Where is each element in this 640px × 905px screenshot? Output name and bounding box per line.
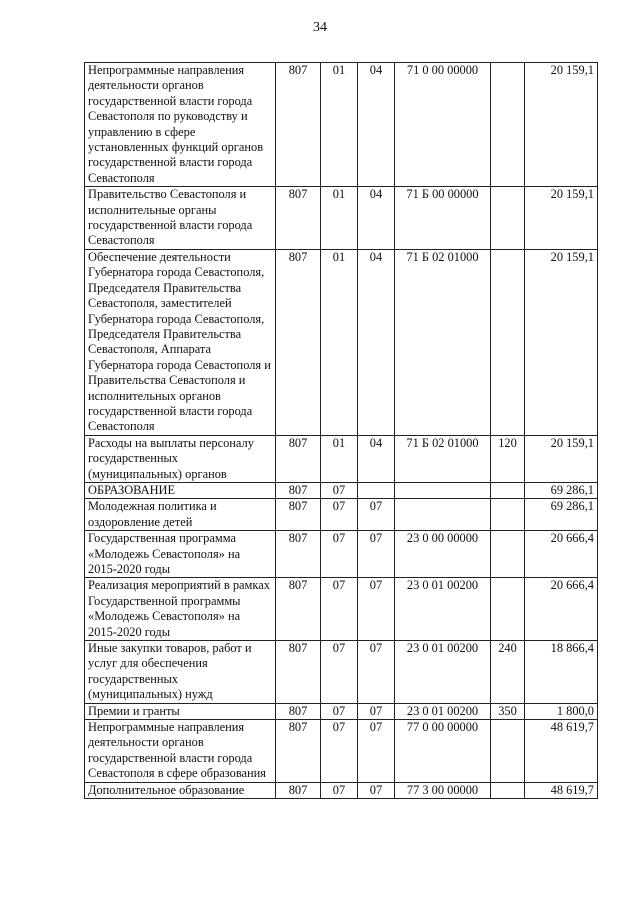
row-name: Правительство Севастополя и исполнительные органы государственной власти города Севастополя: [85, 187, 276, 250]
target-article-code: 71 0 00 00000: [395, 63, 491, 187]
expense-type-code: [491, 782, 525, 798]
target-article-code: 23 0 01 00200: [395, 703, 491, 719]
row-name: Расходы на выплаты персоналу государственных (муниципальных) органов: [85, 435, 276, 482]
row-name: Дополнительное образование: [85, 782, 276, 798]
table-row: [85, 63, 598, 187]
row-name: Обеспечение деятельности Губернатора города Севастополя, Председателя Правительства Севастополя, заместителей Губернатора города Севастополя, Председателя Правительства Севастополя, Аппарата Губернатора города Севастополя и Правительства Севастополя и исполнительных органов государственной власти города Севастополя: [85, 249, 276, 435]
target-article-code: 71 Б 02 01000: [395, 435, 491, 482]
target-article-code: [395, 499, 491, 531]
section-code: 01: [321, 63, 358, 187]
table-row: [85, 249, 598, 435]
expense-type-code: 240: [491, 641, 525, 704]
section-code: 07: [321, 703, 358, 719]
expense-type-code: [491, 187, 525, 250]
ministry-code: 807: [276, 720, 321, 783]
target-article-code: 23 0 01 00200: [395, 578, 491, 641]
section-code: 01: [321, 249, 358, 435]
ministry-code: 807: [276, 435, 321, 482]
ministry-code: 807: [276, 578, 321, 641]
expense-type-code: 120: [491, 435, 525, 482]
ministry-code: 807: [276, 782, 321, 798]
table-row: [85, 531, 598, 578]
amount: 20 159,1: [525, 435, 598, 482]
subsection-code: 04: [358, 249, 395, 435]
row-name: Реализация мероприятий в рамках Государственной программы «Молодежь Севастополя» на 2015-2020 годы: [85, 578, 276, 641]
subsection-code: 04: [358, 63, 395, 187]
row-name: Государственная программа «Молодежь Севастополя» на 2015-2020 годы: [85, 531, 276, 578]
ministry-code: 807: [276, 531, 321, 578]
expense-type-code: [491, 578, 525, 641]
expense-type-code: [491, 720, 525, 783]
section-code: 07: [321, 578, 358, 641]
amount: 20 666,4: [525, 531, 598, 578]
expense-type-code: [491, 249, 525, 435]
target-article-code: [395, 482, 491, 498]
ministry-code: 807: [276, 249, 321, 435]
amount: 1 800,0: [525, 703, 598, 719]
expense-type-code: [491, 499, 525, 531]
target-article-code: 71 Б 02 01000: [395, 249, 491, 435]
amount: 48 619,7: [525, 782, 598, 798]
row-name: Молодежная политика и оздоровление детей: [85, 499, 276, 531]
subsection-code: 04: [358, 187, 395, 250]
row-name: Непрограммные направления деятельности органов государственной власти города Севастополя в сфере образования: [85, 720, 276, 783]
table-row: [85, 641, 598, 704]
section-code: 07: [321, 720, 358, 783]
row-name: Иные закупки товаров, работ и услуг для обеспечения государственных (муниципальных) нужд: [85, 641, 276, 704]
section-code: 07: [321, 499, 358, 531]
section-code: 07: [321, 782, 358, 798]
table-row: [85, 499, 598, 531]
section-code: 07: [321, 531, 358, 578]
subsection-code: 07: [358, 703, 395, 719]
page-number: 34: [313, 20, 327, 35]
amount: 20 666,4: [525, 578, 598, 641]
ministry-code: 807: [276, 63, 321, 187]
target-article-code: 23 0 01 00200: [395, 641, 491, 704]
subsection-code: 04: [358, 435, 395, 482]
row-name: Непрограммные направления деятельности органов государственной власти города Севастополя по руководству и управлению в сфере установленных функций органов государственной власти города Севастополя: [85, 63, 276, 187]
subsection-code: 07: [358, 641, 395, 704]
ministry-code: 807: [276, 187, 321, 250]
ministry-code: 807: [276, 499, 321, 531]
section-code: 01: [321, 435, 358, 482]
subsection-code: 07: [358, 499, 395, 531]
budget-table: [84, 62, 598, 799]
target-article-code: 23 0 00 00000: [395, 531, 491, 578]
amount: 69 286,1: [525, 482, 598, 498]
subsection-code: [358, 482, 395, 498]
ministry-code: 807: [276, 703, 321, 719]
subsection-code: 07: [358, 782, 395, 798]
table-row: [85, 578, 598, 641]
table-row: [85, 435, 598, 482]
section-code: 07: [321, 482, 358, 498]
table-row: [85, 782, 598, 798]
table-row: [85, 720, 598, 783]
row-name: Премии и гранты: [85, 703, 276, 719]
table-row: [85, 482, 598, 498]
expense-type-code: [491, 63, 525, 187]
expense-type-code: [491, 482, 525, 498]
amount: 20 159,1: [525, 249, 598, 435]
amount: 20 159,1: [525, 63, 598, 187]
subsection-code: 07: [358, 531, 395, 578]
expense-type-code: 350: [491, 703, 525, 719]
target-article-code: 77 0 00 00000: [395, 720, 491, 783]
amount: 20 159,1: [525, 187, 598, 250]
target-article-code: 77 3 00 00000: [395, 782, 491, 798]
subsection-code: 07: [358, 720, 395, 783]
section-code: 07: [321, 641, 358, 704]
ministry-code: 807: [276, 482, 321, 498]
amount: 48 619,7: [525, 720, 598, 783]
expense-type-code: [491, 531, 525, 578]
table-row: [85, 187, 598, 250]
section-code: 01: [321, 187, 358, 250]
ministry-code: 807: [276, 641, 321, 704]
table-row: [85, 703, 598, 719]
subsection-code: 07: [358, 578, 395, 641]
amount: 69 286,1: [525, 499, 598, 531]
target-article-code: 71 Б 00 00000: [395, 187, 491, 250]
amount: 18 866,4: [525, 641, 598, 704]
row-name: ОБРАЗОВАНИЕ: [85, 482, 276, 498]
